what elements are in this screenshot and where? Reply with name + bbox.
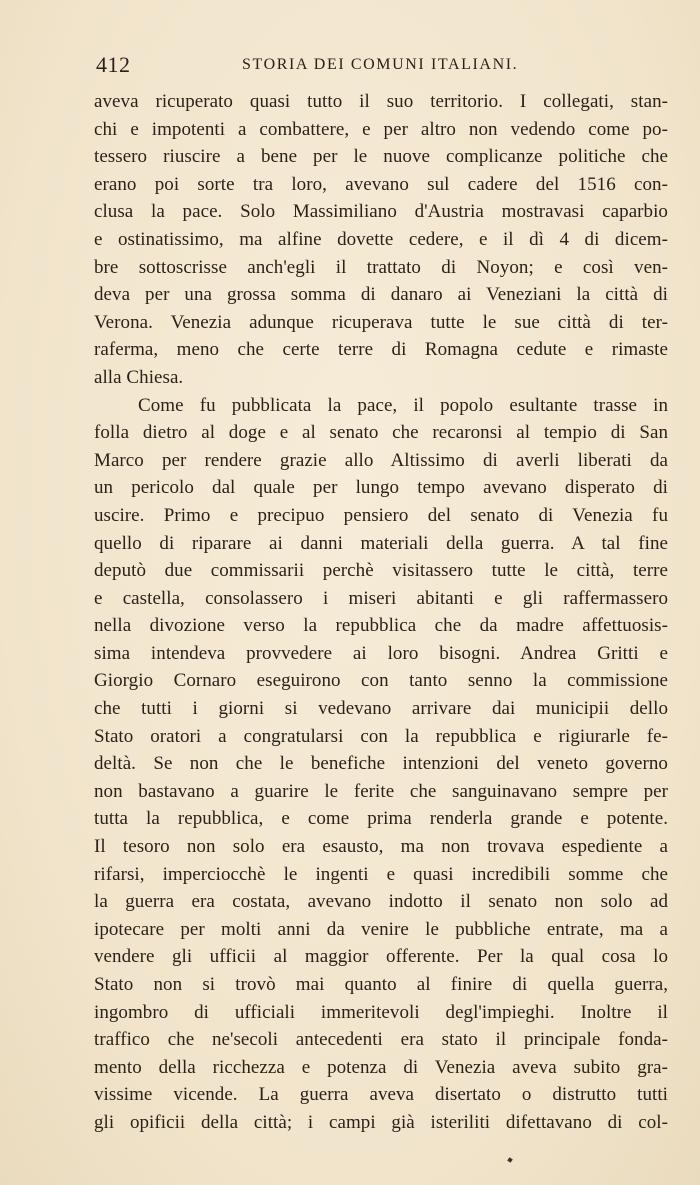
text-line: un pericolo dal quale per lungo tempo avevano disperato di: [94, 477, 668, 499]
text-line: bre sottoscrisse anch'egli il trattato di Noyon; e così ven-: [94, 256, 668, 278]
text-line: Marco per rendere grazie allo Altissimo di averli liberati da: [94, 449, 668, 471]
text-line: Il tesoro non solo era esausto, ma non trovava espediente a: [94, 836, 668, 858]
text-line: Giorgio Cornaro eseguirono con tanto senno la commissione: [94, 670, 668, 692]
text-line: deva per una grossa somma di danaro ai Veneziani la città di: [94, 284, 668, 306]
text-line: tutta la repubblica, e come prima renderla grande e potente.: [94, 808, 668, 830]
text-line: chi e impotenti a combattere, e per altro non vedendo come po-: [94, 118, 668, 140]
text-line: raferma, meno che certe terre di Romagna cedute e rimaste: [94, 339, 668, 361]
text-line: Stato oratori a congratularsi con la repubblica e rigiurarle fe-: [94, 725, 668, 747]
text-line: Verona. Venezia adunque ricuperava tutte le sue città di ter-: [94, 311, 668, 333]
text-line: Stato non si trovò mai quanto al finire di quella guerra,: [94, 974, 668, 995]
text-line: gli opificii della città; i campi già isteriliti difettavano di col-: [94, 1111, 668, 1133]
text-line: ingombro di ufficiali immeritevoli degl'impieghi. Inoltre il: [94, 1001, 668, 1023]
text-line: vissime vicende. La guerra aveva disertato o distrutto tutti: [94, 1084, 668, 1106]
running-title: STORIA DEI COMUNI ITALIANI.: [242, 56, 519, 73]
text-line: uscire. Primo e precipuo pensiero del senato di Venezia fu: [94, 504, 668, 526]
text-line: sima intendeva provvedere ai loro bisogni. Andrea Gritti e: [94, 642, 668, 664]
text-line: deputò due commissarii perchè visitassero tutte le città, terre: [94, 560, 668, 582]
text-line: mento della ricchezza e potenza di Venezia aveva subito gra-: [94, 1056, 668, 1078]
text-line: deltà. Se non che le benefiche intenzioni del veneto governo: [94, 753, 668, 775]
page-header: [96, 52, 666, 82]
text-line: ipotecare per molti anni da venire le pubbliche entrate, ma a: [94, 918, 668, 940]
text-line: Come fu pubblicata la pace, il popolo esultante trasse in: [138, 394, 668, 416]
text-line: aveva ricuperato quasi tutto il suo territorio. I collegati, stan-: [94, 91, 668, 112]
text-line: vendere gli ufficii al maggior offerente. Per la qual cosa lo: [94, 946, 668, 968]
paragraph: [94, 392, 668, 1137]
text-line: quello di riparare ai danni materiali della guerra. A tal fine: [94, 532, 668, 554]
text-line: tessero riuscire a bene per le nuove complicanze politiche che: [94, 146, 668, 168]
text-line: la guerra era costata, avevano indotto il senato non solo ad: [94, 891, 668, 913]
text-line: che tutti i giorni si vedevano arrivare dai municipii dello: [94, 698, 668, 720]
paragraph: [94, 88, 668, 392]
text-line: non bastavano a guarire le ferite che sanguinavano sempre per: [94, 780, 668, 802]
ink-speck: [507, 1157, 513, 1163]
text-line: clusa la pace. Solo Massimiliano d'Austria mostravasi caparbio: [94, 201, 668, 223]
text-line: rifarsi, imperciocchè le ingenti e quasi incredibili somme che: [94, 863, 668, 885]
text-line: erano poi sorte tra loro, avevano sul cadere del 1516 con-: [94, 173, 668, 195]
text-line: nella divozione verso la repubblica che da madre affettuosis-: [94, 615, 668, 637]
text-line: traffico che ne'secoli antecedenti era stato il principale fonda-: [94, 1029, 668, 1051]
page-number: 412: [96, 52, 131, 77]
text-line: alla Chiesa.: [94, 366, 184, 388]
text-line: folla dietro al doge e al senato che recaronsi al tempio di San: [94, 422, 668, 444]
text-line: e ostinatissimo, ma alfine dovette cedere, e il dì 4 di dicem-: [94, 228, 668, 250]
body-text: [94, 88, 668, 1137]
text-line: e castella, consolassero i miseri abitanti e gli raffermassero: [94, 587, 668, 609]
